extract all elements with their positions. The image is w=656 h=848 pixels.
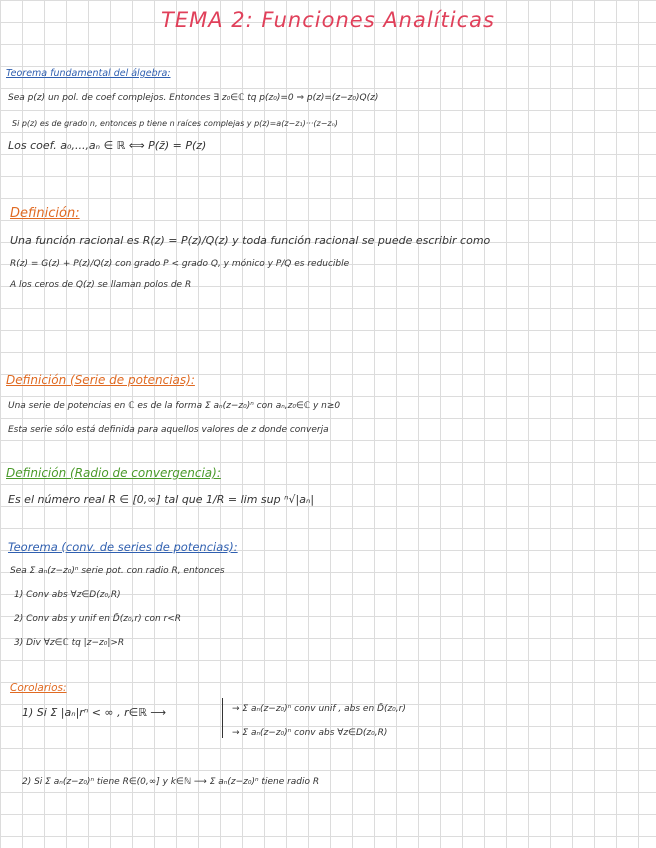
tfa-heading: Teorema fundamental del álgebra: xyxy=(6,68,171,79)
def1-line-3: A los ceros de Q(z) se llaman polos de R xyxy=(10,280,192,290)
cor-line-2: → Σ aₙ(z−z₀)ⁿ conv unif , abs en D̄(z₀,r) xyxy=(232,704,406,714)
cor-line-1: 1) Si Σ |aₙ|rⁿ < ∞ , r∈ℝ ⟶ xyxy=(22,706,167,719)
tfa-line-1: Sea p(z) un pol. de coef complejos. Entonces ∃ z₀∈ℂ tq p(z₀)=0 ⇒ p(z)=(z−z₀)Q(z) xyxy=(8,93,379,103)
def2-heading: Definición (Serie de potencias): xyxy=(6,373,195,387)
cor-line-3: → Σ aₙ(z−z₀)ⁿ conv abs ∀z∈D(z₀,R) xyxy=(232,728,388,738)
corollary-brace xyxy=(222,698,229,738)
def1-heading: Definición: xyxy=(10,206,80,221)
teo-line-4: 3) Div ∀z∈ℂ tq |z−z₀|>R xyxy=(14,638,125,648)
def2-line-2: Esta serie sólo está definida para aquellos valores de z donde converja xyxy=(8,425,329,435)
def1-line-1: Una función racional es R(z) = P(z)/Q(z) y toda función racional se puede escribir como xyxy=(10,234,491,247)
def3-line-1: Es el número real R ∈ [0,∞] tal que 1/R = lim sup ⁿ√|aₙ| xyxy=(8,493,315,506)
cor-heading: Corolarios: xyxy=(10,682,67,694)
tfa-line-3: Los coef. a₀,...,aₙ ∈ ℝ ⟺ P(z̄) = P(z) xyxy=(8,139,207,152)
cor-line-4: 2) Si Σ aₙ(z−z₀)ⁿ tiene R∈(0,∞] y k∈ℕ ⟶ Σ aₙ(z−z₀)ⁿ tiene radio R xyxy=(22,777,320,787)
teo-line-1: Sea Σ aₙ(z−z₀)ⁿ serie pot. con radio R, entonces xyxy=(10,566,225,576)
teo-heading: Teorema (conv. de series de potencias): xyxy=(8,540,238,554)
def1-line-2: R(z) = G(z) + P(z)/Q(z) con grado P < grado Q, y mónico y P/Q es reducible xyxy=(10,259,350,269)
def2-line-1: Una serie de potencias en ℂ es de la forma Σ aₙ(z−z₀)ⁿ con aₙ,z₀∈ℂ y n≥0 xyxy=(8,401,341,411)
teo-line-3: 2) Conv abs y unif en D̄(z₀,r) con r<R xyxy=(14,614,182,624)
tfa-line-2: Si p(z) es de grado n, entonces p tiene n raíces complejas y p(z)=a(z−z₁)···(z−zₙ) xyxy=(12,119,338,128)
teo-line-2: 1) Conv abs ∀z∈D(z₀,R) xyxy=(14,590,121,600)
def3-heading: Definición (Radio de convergencia): xyxy=(6,466,221,480)
page-title: TEMA 2: Funciones Analíticas xyxy=(161,8,495,32)
